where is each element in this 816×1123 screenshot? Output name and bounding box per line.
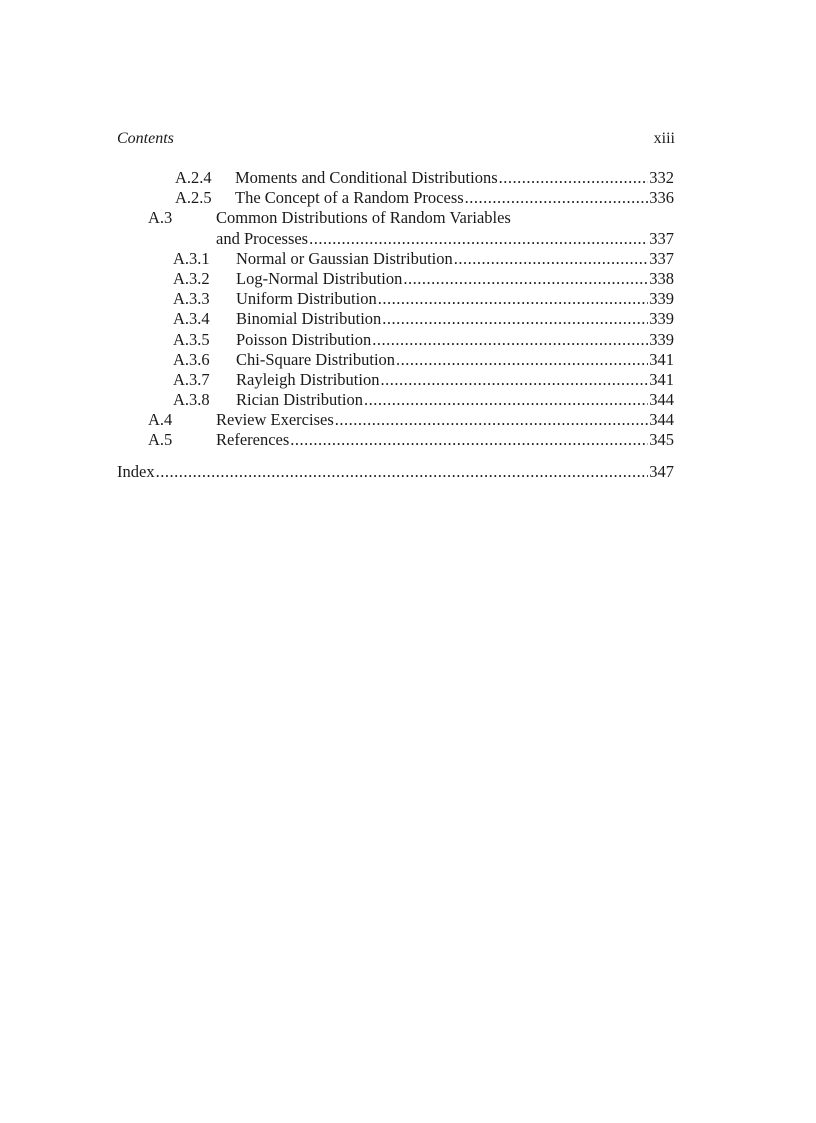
toc-entry-title: Review Exercises	[216, 410, 334, 430]
toc-entry-number: A.2.4	[175, 168, 212, 187]
toc-entry-page: 337	[649, 248, 674, 268]
dot-leader	[403, 269, 648, 289]
toc-entry-page: 341	[649, 369, 674, 389]
dot-leader	[499, 168, 649, 188]
toc-entry-title: and Processes	[216, 228, 309, 248]
toc-entry-number: A.5	[148, 430, 173, 450]
toc-entry-page: 337	[649, 228, 674, 248]
toc-entry-number: A.3	[148, 208, 173, 228]
toc-entry-page: 345	[649, 430, 674, 450]
toc-entry-leader-line	[216, 229, 674, 249]
dot-leader	[465, 188, 649, 208]
toc-entry-title: Normal or Gaussian Distribution	[236, 248, 453, 268]
toc-entry-page: 344	[649, 390, 674, 410]
toc-entry-page: 338	[649, 268, 674, 288]
table-of-contents	[117, 168, 674, 482]
dot-leader	[335, 410, 649, 430]
toc-entry-number: A.3.5	[173, 329, 210, 349]
toc-entry-leader-line	[235, 188, 674, 208]
dot-leader	[364, 390, 648, 410]
toc-entry-title: Poisson Distribution	[236, 329, 372, 349]
toc-entry[interactable]	[117, 188, 674, 208]
toc-entry-number: A.4	[148, 410, 173, 430]
toc-entry-number: A.3.3	[173, 289, 210, 309]
toc-entry-title: Common Distributions of Random Variables	[216, 208, 511, 228]
toc-entry-leader-line	[216, 410, 674, 430]
spacer	[117, 451, 674, 462]
dot-leader	[380, 370, 648, 390]
dot-leader	[454, 249, 648, 269]
toc-entry-page: 347	[649, 461, 674, 481]
dot-leader	[156, 462, 649, 482]
toc-entry-leader-line	[236, 289, 674, 309]
toc-entry-index[interactable]	[117, 462, 674, 482]
toc-entry-number: A.3.4	[173, 309, 210, 329]
toc-entry-number: A.3.7	[173, 369, 210, 389]
toc-entry-page: 332	[649, 168, 674, 187]
dot-leader	[378, 289, 649, 309]
toc-entry-leader-line	[117, 462, 674, 482]
toc-entry-title: Uniform Distribution	[236, 289, 377, 309]
toc-entry-leader-line	[216, 430, 674, 450]
toc-entry-number: A.3.6	[173, 349, 210, 369]
toc-entry-number: A.3.1	[173, 248, 210, 268]
toc-entry-title: Index	[117, 461, 155, 481]
dot-leader	[372, 330, 648, 350]
toc-entry-title: Chi-Square Distribution	[236, 349, 396, 369]
toc-entry-page: 339	[649, 289, 674, 309]
toc-entry[interactable]	[117, 350, 674, 370]
toc-entry-page: 339	[649, 309, 674, 329]
toc-entry-leader-line	[236, 269, 674, 289]
running-head	[117, 128, 680, 150]
toc-entry[interactable]	[117, 208, 674, 228]
toc-entry[interactable]	[117, 249, 674, 269]
running-head-page-number: xiii	[653, 130, 675, 147]
toc-entry-title: Rayleigh Distribution	[236, 369, 380, 389]
toc-entry-page: 339	[649, 329, 674, 349]
toc-entry-leader-line	[236, 350, 674, 370]
toc-entry-leader-line	[236, 390, 674, 410]
toc-entry-continuation[interactable]	[117, 229, 674, 249]
toc-entry[interactable]	[117, 289, 674, 309]
toc-entry[interactable]	[117, 390, 674, 410]
toc-entry[interactable]	[117, 430, 674, 450]
toc-entry[interactable]	[117, 330, 674, 350]
toc-entry-number: A.2.5	[175, 188, 212, 208]
toc-entry[interactable]	[117, 168, 674, 188]
toc-entry-title: Log-Normal Distribution	[236, 268, 403, 288]
toc-entry-page: 344	[649, 410, 674, 430]
toc-entry-leader-line	[236, 370, 674, 390]
dot-leader	[309, 229, 648, 249]
running-head-section: Contents	[117, 130, 174, 147]
toc-entry-leader-line	[235, 168, 674, 188]
toc-entry-page: 336	[649, 188, 674, 208]
toc-entry-page: 341	[649, 349, 674, 369]
toc-entry-leader-line	[236, 309, 674, 329]
toc-entry[interactable]	[117, 309, 674, 329]
toc-entry[interactable]	[117, 410, 674, 430]
toc-entry-title: Moments and Conditional Distributions	[235, 168, 498, 187]
toc-entry-title: The Concept of a Random Process	[235, 188, 464, 208]
toc-entry-title: References	[216, 430, 290, 450]
toc-entry[interactable]	[117, 269, 674, 289]
dot-leader	[382, 309, 648, 329]
toc-entry[interactable]	[117, 370, 674, 390]
toc-entry-leader-line	[216, 208, 674, 228]
toc-entry-number: A.3.8	[173, 390, 210, 410]
dot-leader	[396, 350, 648, 370]
toc-entry-number: A.3.2	[173, 268, 210, 288]
toc-entry-title: Rician Distribution	[236, 390, 363, 410]
toc-entry-leader-line	[236, 330, 674, 350]
toc-entry-leader-line	[236, 249, 674, 269]
toc-entry-title: Binomial Distribution	[236, 309, 382, 329]
dot-leader	[290, 430, 648, 450]
